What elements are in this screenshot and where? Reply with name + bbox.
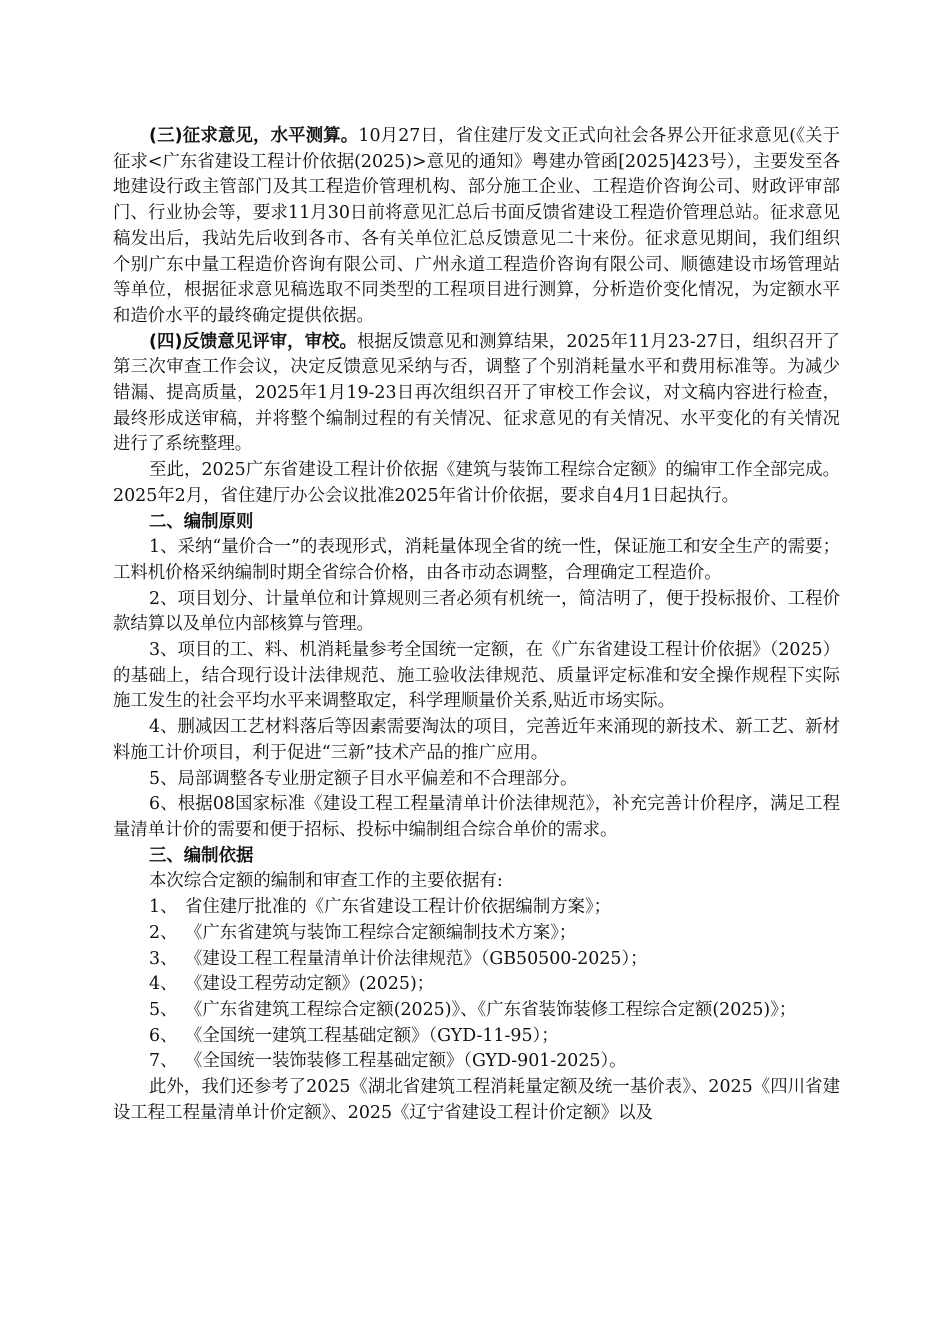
reference-item bbox=[113, 947, 840, 973]
principle-item: 6、根据08国家标准《建设工程工程量清单计价法律规范》，补充完善计价程序，满足工程量清单计价的需要和便于招标、投标中编制组合综合单价的需求。 bbox=[113, 794, 840, 840]
principle-item: 2、项目划分、计量单位和计算规则三者必须有机统一，简洁明了，便于投标报价、工程价款结算以及单位内部核算与管理。 bbox=[113, 588, 840, 635]
reference-item bbox=[113, 1049, 840, 1075]
reference-text: 《建设工程工程量清单计价法律规范》（GB50500-2025）； bbox=[185, 948, 648, 969]
paragraph-feedback-review bbox=[113, 330, 840, 459]
reference-number: 2、 bbox=[149, 922, 178, 943]
paragraph-completion: 至此，2025广东省建设工程计价依据《建筑与装饰工程综合定额》的编审工作全部完成。2025年2月，省住建厅办公会议批准2025年省计价依据，要求自4月1日起执行。 bbox=[113, 460, 840, 506]
basis-intro: 本次综合定额的编制和审查工作的主要依据有: bbox=[149, 871, 503, 892]
principle-item: 3、项目的工、料、机消耗量参考全国统一定额，在《广东省建设工程计价依据》（2025）的基础上，结合现行设计法律规范、施工验收法律规范、质量评定标准和安全操作规程下实际施工发生的社会平均水平来调整取定，科学理顺量价关系,贴近市场实际。 bbox=[113, 640, 840, 712]
principle-item: 4、删减因工艺材料落后等因素需要淘汰的项目，完善近年来涌现的新技术、新工艺、新材料施工计价项目，利于促进“三新”技术产品的推广应用。 bbox=[113, 717, 840, 763]
reference-number: 1、 bbox=[149, 897, 178, 918]
reference-text: 《建设工程劳动定额》(2025)； bbox=[185, 974, 435, 995]
reference-text: 《全国统一装饰装修工程基础定额》（GYD-901-2025）。 bbox=[185, 1051, 627, 1072]
principle-item: 1、采纳“量价合一”的表现形式，消耗量体现全省的统一性，保证施工和安全生产的需要；工料机价格采纳编制时期全省综合价格，由各市动态调整，合理确定工程造价。 bbox=[113, 537, 840, 583]
reference-number: 7、 bbox=[149, 1051, 178, 1072]
reference-number: 3、 bbox=[149, 948, 178, 969]
paragraph-additional-references: 此外，我们还参考了2025《湖北省建筑工程消耗量定额及统一基价表》、2025《四川省建设工程工程量清单计价定额》、2025《辽宁省建设工程计价定额》以及 bbox=[113, 1077, 840, 1123]
reference-number: 4、 bbox=[149, 974, 178, 995]
reference-item bbox=[113, 895, 840, 921]
reference-text: 省住建厅批准的《广东省建设工程计价依据编制方案》； bbox=[185, 897, 612, 918]
reference-number: 6、 bbox=[149, 1025, 178, 1046]
paragraph-solicit-opinions bbox=[113, 124, 840, 330]
reference-number: 5、 bbox=[149, 999, 178, 1020]
document-page bbox=[113, 124, 840, 1126]
paragraph-lead: (三)征求意见，水平测算。 bbox=[149, 126, 359, 146]
paragraph-lead: (四)反馈意见评审，审校。 bbox=[149, 331, 357, 352]
reference-text: 《广东省建筑工程综合定额(2025)》、《广东省装饰装修工程综合定额(2025)》； bbox=[185, 999, 797, 1020]
reference-item bbox=[113, 921, 840, 947]
reference-item bbox=[113, 998, 840, 1024]
reference-item bbox=[113, 1024, 840, 1050]
section-heading-principles: 二、编制原则 bbox=[149, 511, 254, 532]
reference-item bbox=[113, 972, 840, 998]
reference-text: 《广东省建筑与装饰工程综合定额编制技术方案》； bbox=[185, 922, 577, 943]
reference-text: 《全国统一建筑工程基础定额》（GYD-11-95）； bbox=[185, 1025, 559, 1046]
principle-item: 5、局部调整各专业册定额子目水平偏差和不合理部分。 bbox=[149, 768, 578, 789]
paragraph-text: 10月27日，省住建厅发文正式向社会各界公开征求意见(《关于征求<广东省建设工程计价依据(2025)>意见的通知》粤建办管函[2025]423号），主要发至各地建设行政主管部门及其工程造价管理机构、部分施工企业、工程造价咨询公司、财政评审部门、行业协会等，要求11月30日前将意见汇总后书面反馈省建设工程造价管理总站。征求意见稿发出后，我站先后收到各市、各有关单位汇总反馈意见二十来份。征求意见期间，我们组织个别广东中量工程造价咨询有限公司、广州永道工程造价咨询有限公司、顺德建设市场管理站等单位，根据征求意见稿选取不同类型的工程项目进行测算，分析造价变化情况，为定额水平和造价水平的最终确定提供依据。 bbox=[113, 126, 840, 326]
section-heading-basis: 三、编制依据 bbox=[149, 845, 254, 866]
paragraph-text: 根据反馈意见和测算结果，2025年11月23-27日，组织召开了第三次审查工作会议，决定反馈意见采纳与否，调整了个别消耗量水平和费用标准等。为减少错漏、提高质量，2025年1月19-23日再次组织召开了审校工作会议，对文稿内容进行检查，最终形成送审稿，并将整个编制过程的有关情况、征求意见的有关情况、水平变化的有关情况进行了系统整理。 bbox=[113, 331, 840, 455]
